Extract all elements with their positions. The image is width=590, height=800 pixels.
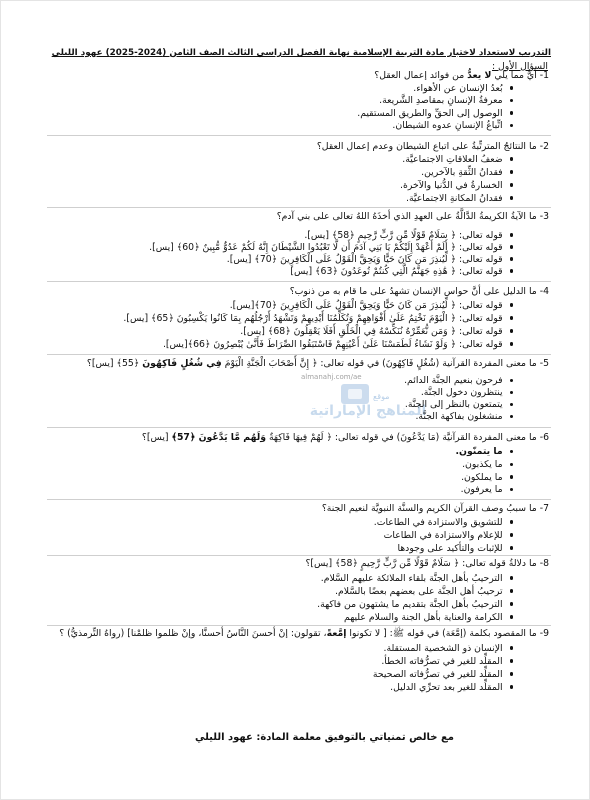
option [51,153,549,166]
question-8 [51,557,549,624]
option [51,387,549,399]
option-text: للتشويق والاستزادة في الطاعات. [373,516,503,528]
question-separator [47,135,551,136]
closing-note: مع خالص تمنياتي بالتوفيق معلمة المادة: عهود الليلي [194,732,454,743]
option-text: قوله تعالى: ﴿ الْيَوْمَ نَخْتِمُ عَلَىٰ أَفْوَاهِهِمْ وَتُكَلِّمُنَا أَيْدِيهِمْ وَتَشْهَدُ أَرْجُلُهُم بِمَا كَانُوا يَكْسِبُونَ ﴿65﴾ [يس]. [123,312,503,324]
option [51,516,549,529]
option-text: المقلِّد للغير في تصرُّفاته الخطأ. [381,655,503,667]
question-text-part: 9- ما المقصود بكلمة (إمَّعَة) في قوله ﷺ: [ لا تكونوا [346,627,549,639]
bullet-icon [510,303,513,306]
section-heading: السؤال الأول : [491,60,548,72]
option [51,529,549,542]
question-separator [47,499,551,500]
option-text: الوصول إلى الحقِّ والطريق المستقيم. [357,107,503,119]
option [51,166,549,179]
option [51,192,549,205]
question-separator [47,427,551,428]
question-1 [51,70,549,133]
option-text: فقدانُ الثِّقةِ بالآخرين. [421,166,503,178]
question-text-emphasis: إمَّعةً [326,627,347,639]
question-text-part: 7- ما سببُ وصف القرآن الكريم والسنَّة النبويَّة لنعيم الجنة؟ [321,502,549,514]
option [51,242,549,254]
bullet-icon [510,183,513,186]
question-text-part: 6- ما معنى المفردة القرآنيَّة (مَا يَدَّعُونَ) في قوله تعالى: ﴿ لَهُمْ فِيهَا فَاكِهَةٌ [265,431,549,443]
question-text [51,502,549,515]
question-text-emphasis: وَلَهُم مَّا يَدَّعُونَ ﴿57﴾ [171,431,266,443]
option [51,598,549,611]
option-text: فرحون بنعيم الجنَّة الدائم. [404,375,503,386]
watermark-logo-small-text: موقع [373,392,390,401]
bullet-icon [510,157,513,160]
option [51,312,549,325]
question-5 [51,358,549,423]
option-text: قوله تعالى: ﴿ أَلَمْ أَعْهَدْ إِلَيْكُمْ يَا بَنِي آدَمَ أَن لَّا تَعْبُدُوا الشَّيْطَانَ إِنَّهُ لَكُمْ عَدُوٌّ مُّبِينٌ ﴿60﴾ [يس]. [149,241,503,253]
option [51,472,549,485]
bullet-icon [510,615,513,618]
bullet-icon [510,415,513,418]
question-separator [47,354,551,355]
question-text-part: 3- ما الآيةُ الكريمةُ الدَّالَّةُ على العهدِ الذي أخذَهُ اللهُ تعالى على بني آدم؟ [276,210,549,222]
bullet-icon [510,391,513,394]
option [51,179,549,192]
option-text: ما يتمنّون. [455,446,503,458]
question-text-part: 2- ما النتائجُ المترتِّبةُ على اتباع الشيطان وعدم إعمال العقل؟ [316,140,549,152]
question-text-part: 1- أيٌّ مما يلي [491,70,549,81]
option-text: المقلِّد للغير في تصرُّفاته الصحيحة [372,668,503,680]
option-text: قوله تعالى: ﴿ وَمَن نُّعَمِّرْهُ نُنَكِّسْهُ فِي الْخَلْقِ أَفَلَا يَعْقِلُونَ ﴿68﴾ [يس]. [240,325,503,337]
bullet-icon [510,576,513,579]
question-text-part: 4- ما الدليل على أنَّ حواس الإنسان تشهدُ على ما قام به من ذنوب؟ [289,285,549,297]
option [51,668,549,681]
bullet-icon [510,342,513,345]
option-text: قوله تعالى: ﴿ لِّيُنذِرَ مَن كَانَ حَيًّا وَيَحِقَّ الْقَوْلُ عَلَى الْكَافِرِينَ ﴿70﴾[يس]. [229,299,503,311]
bullet-icon [510,450,513,453]
option-text: بُعدُ الإنسان عن الأهواء. [413,82,503,94]
option [51,120,549,133]
option-text: الكرامة والعناية بأهل الجنة والسلام عليهم [344,611,503,623]
bullet-icon [510,111,513,114]
option [51,254,549,266]
question-2 [51,140,549,205]
bullet-icon [510,672,513,675]
question-7 [51,502,549,555]
question-text [51,70,549,83]
option [51,266,549,278]
bullet-icon [510,646,513,649]
bullet-icon [510,124,513,127]
option-text: للإثبات والتأكيد على وجودها [397,542,503,554]
option-text: قوله تعالى: ﴿ سَلَامٌ قَوْلًا مِّن رَّبٍّ رَّحِيمٍ ﴿58﴾ [يس]. [304,229,503,241]
option [51,446,549,459]
question-text-part: [يس]؟ [141,431,172,443]
question-text-part: من فوائد إعمال العقل؟ [374,70,468,81]
option-text: ينتظرون دخول الجنَّة. [420,387,503,398]
option [51,611,549,624]
bullet-icon [510,533,513,536]
option-text: منشغلون بفاكهة الجنَّة. [415,411,503,422]
question-text [51,285,549,298]
option-text: يتمتعون بالنظر إلى الجنَّة. [404,399,503,410]
option [51,83,549,96]
question-text-emphasis: فِي شُغُلٍ فَاكِهُونَ [142,358,222,369]
option-text: المقلِّد للغير بعد تحرِّي الدليل. [390,681,503,693]
option-text: قوله تعالى: ﴿ لِّيُنذِرَ مَن كَانَ حَيًّا وَيَحِقَّ الْقَوْلُ عَلَى الْكَافِرِينَ ﴿70﴾ [يس]. [226,253,503,265]
option-text: الخسارةُ في الدُّنيا والآخرة. [400,179,503,191]
question-text-part: 5- ما معنى المفردة القرآنية (شُغُلٍ فَاكِهُونَ) في قوله تعالى: ﴿ إِنَّ أَصْحَابَ الْجَنَّةِ الْيَوْمَ [221,358,549,369]
option-text: قوله تعالى: ﴿ وَلَوْ نَشَاءُ لَطَمَسْنَا عَلَىٰ أَعْيُنِهِمْ فَاسْتَبَقُوا الصِّرَاطَ فَأَنَّىٰ يُبْصِرُونَ ﴿66﴾[يس]. [162,338,503,350]
bullet-icon [510,99,513,102]
option-text: اتِّباعُ الإنسانِ عدوه الشيطان. [392,120,503,131]
bullet-icon [510,546,513,549]
option-text: فقدانُ المكانةِ الاجتماعيَّة. [405,192,503,204]
bullet-icon [510,488,513,491]
bullet-icon [510,233,513,236]
question-separator [47,207,551,208]
option [51,108,549,121]
bullet-icon [510,685,513,688]
bullet-icon [510,475,513,478]
option [51,572,549,585]
watermark-logo-text: المناهج الإماراتية [309,403,427,419]
option [51,585,549,598]
option-text: للإعلام والاستزادة في الطاعات [383,529,503,541]
option [51,338,549,351]
bullet-icon [510,602,513,605]
question-text [51,432,549,445]
bullet-icon [510,329,513,332]
option [51,484,549,497]
bullet-icon [510,170,513,173]
bullet-icon [510,403,513,406]
option [51,459,549,472]
option [51,375,549,387]
question-4 [51,285,549,351]
option-text: معرفةُ الإنسانِ بمقاصدِ الشَّريعة. [379,95,503,106]
question-text [51,140,549,153]
bullet-icon [510,589,513,592]
option-text: الترحيبُ بأهل الجنَّة بتقديم ما يشتهون من فاكهة. [317,598,503,610]
question-text [51,358,549,370]
option-text: الترحيبُ بأهل الجنَّة بلقاء الملائكة عليهم السَّلام. [320,572,503,584]
worksheet-title: التدريب لاستعداد لاختبار مادة التربية الإسلامية نهاية الفصل الدراسي الثالث الصف الثامن (2024-2025) عهود الليلي [51,48,551,58]
option-text: ترحيبُ أهل الجنَّة على بعضهم بعضًا بالسَّلام. [334,585,503,597]
option-text: ما يملكون. [461,471,503,483]
option [51,325,549,338]
question-9 [51,627,549,694]
option [51,411,549,423]
bullet-icon [510,245,513,248]
option-text: الإنسان ذو الشخصية المستقلة. [383,642,503,654]
option [51,681,549,694]
question-text-emphasis: لا يعدُّ [467,70,492,81]
question-text-part: 8- ما دلالةُ قوله تعالى: ﴿ سَلَامٌ قَوْلًا مِّن رَّبٍّ رَّحِيمٍ ﴿58﴾ [يس]؟ [305,557,549,569]
question-text-part: ﴿55﴾ [يس]؟ [86,358,143,369]
option [51,95,549,108]
bullet-icon [510,659,513,662]
bullet-icon [510,379,513,382]
bullet-icon [510,463,513,466]
question-text [51,557,549,570]
option-text: ضعفُ العلاقاتِ الاجتماعيَّة. [402,153,503,165]
question-6 [51,432,549,497]
option [51,230,549,242]
bullet-icon [510,86,513,89]
question-text [51,211,549,223]
question-text-part: ، تقولون: إنْ أحسنَ النَّاسُ أحسنَّا، وإنْ ظلموا ظلمْنا] (رواهُ التِّرمذيُّ) ؟ [59,627,327,639]
question-text [51,627,549,640]
option-text: ما يعرفون. [460,484,503,496]
option [51,542,549,555]
option-text: ما يكذبون. [462,458,503,470]
question-separator [47,281,551,282]
watermark-url: almanahj.com/ae [301,373,362,381]
bullet-icon [510,520,513,523]
option-text: قوله تعالى: ﴿ هَٰذِهِ جَهَنَّمُ الَّتِي كُنتُمْ تُوعَدُونَ ﴿63﴾ [يس] [290,265,503,277]
bullet-icon [510,269,513,272]
option [51,655,549,668]
bullet-icon [510,257,513,260]
bullet-icon [510,316,513,319]
question-separator [47,625,551,626]
option [51,642,549,655]
question-3 [51,211,549,278]
bullet-icon [510,196,513,199]
option [51,399,549,411]
option [51,299,549,312]
